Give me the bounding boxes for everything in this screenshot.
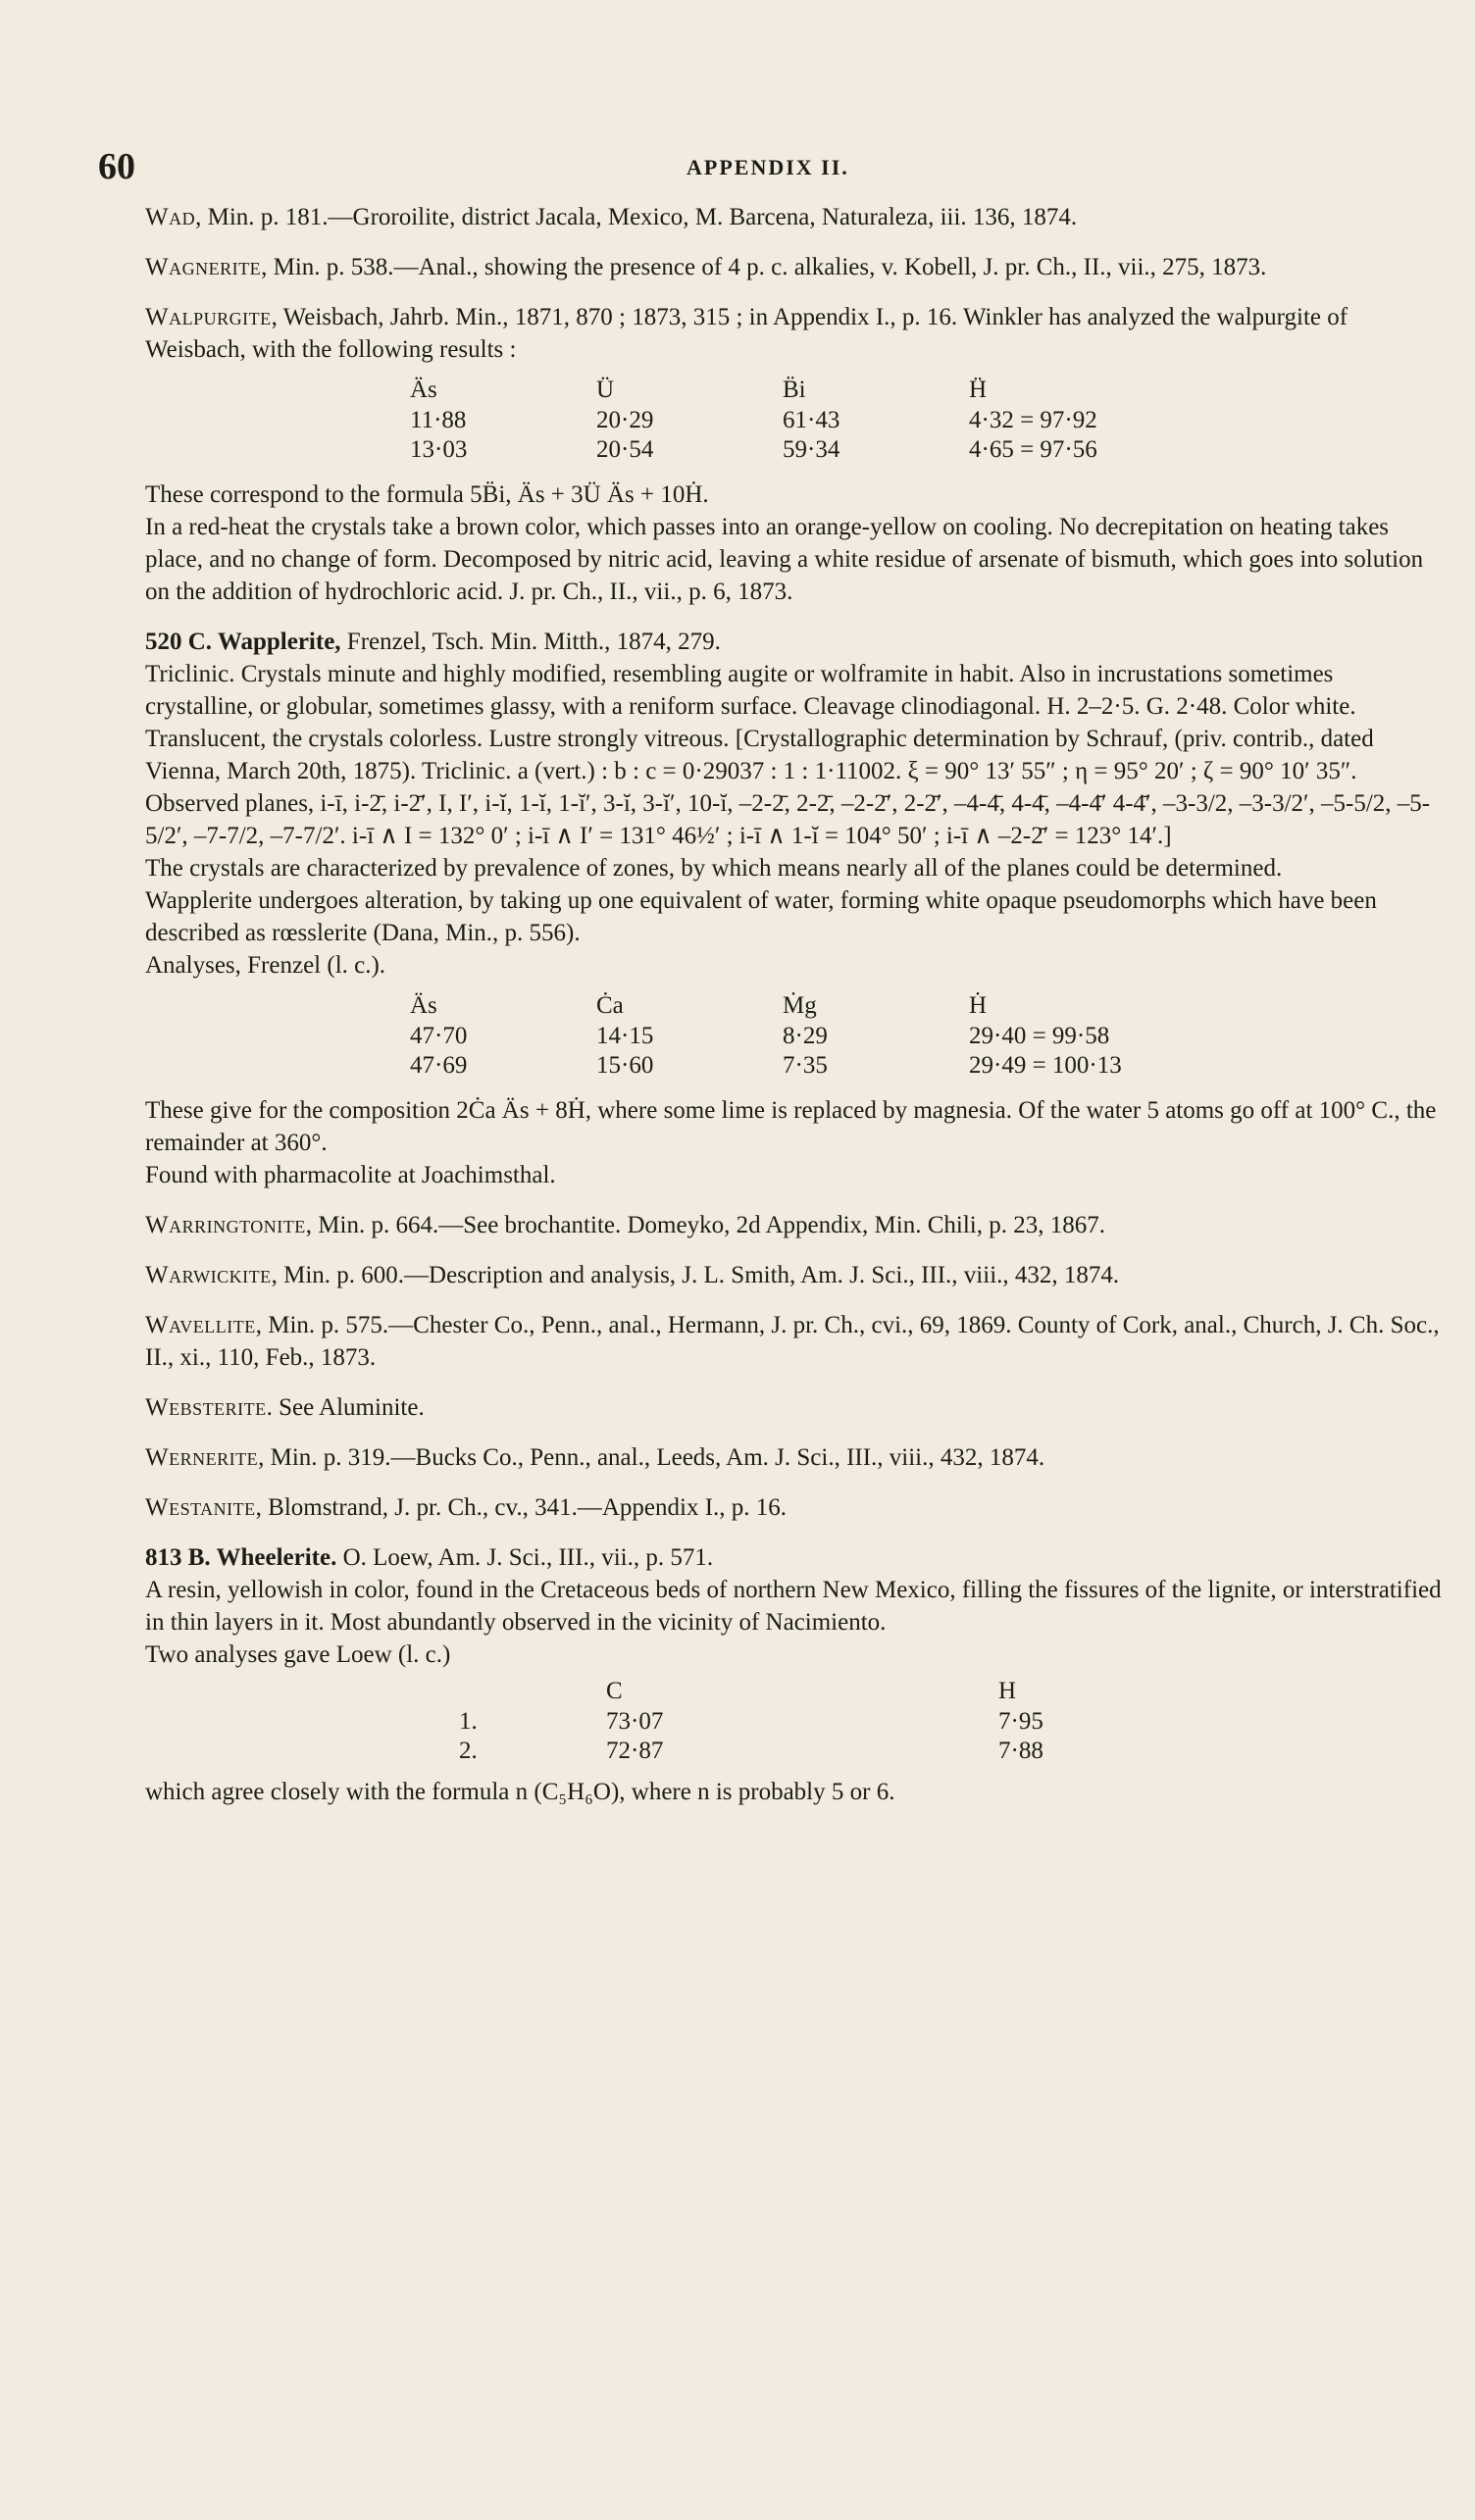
table-cell: 15·60: [596, 1052, 654, 1079]
entry-text: Triclinic. Crystals minute and highly modified, resembling augite or wolframite in habit. Also in incrustations sometimes crystalline, or globular, sometimes glassy, with a reniform surface. Cleavage clinodiagonal. H. 2–2·5. G. 2·48. Color white. Translucent, the crystals colorless. Lustre strongly vitreous. [Crystallographic determination by Schrauf, (priv. contrib., dated Vienna, March 20th, 1875). Triclinic. a (vert.) : b : c = 0·29037 : 1 : 1·11002. ξ = 90° 13′ 55″ ; η = 95° 20′ ; ζ = 90° 10′ 35″. Observed planes, i-ī, i-2̄, i-2̄′, I, I′, i-ĭ, 1-ĭ, 1-ĭ′, 3-ĭ, 3-ĭ′, 10-ĭ, –2-2̄, 2-2̄, –2-2̄′, 2-2̄′, –4-4̄, 4-4̄, –4-4̄′ 4-4̄′, –3-3/2, –3-3/2′, –5-5/2, –5-5/2′, –7-7/2, –7-7/2′. i-ī ∧ I = 132° 0′ ; i-ī ∧ I′ = 131° 46½′ ; i-ī ∧ 1-ĭ = 104° 50′ ; i-ī ∧ –2-2̄′ = 123° 14′.]: [145, 661, 1431, 849]
entry-body: , Min. p. 181.—Groroilite, district Jacala, Mexico, M. Barcena, Naturaleza, iii. 136, 1874.: [195, 204, 1078, 230]
entry-text: [145, 1209, 1448, 1241]
table-cell: 13·03: [410, 436, 468, 463]
table-row: [459, 1707, 1043, 1737]
entry-warringtonite: [145, 1209, 1448, 1241]
entry-text: These give for the composition 2Ċa Ӓs + 8Ḣ, where some lime is replaced by magnesia. Of the water 5 atoms go off at 100° C., the remainder at 360°.: [145, 1097, 1437, 1156]
table-cell: 8·29: [783, 1023, 828, 1049]
table-cell: 4·32 = 97·92: [969, 407, 1097, 433]
entry-text: These correspond to the formula 5B̈i, Ӓs + 3Ü Ӓs + 10Ḣ.: [145, 481, 709, 508]
entry-wernerite: [145, 1441, 1448, 1474]
table-cell: 7·88: [998, 1738, 1043, 1764]
entry-body: , Weisbach, Jahrb. Min., 1871, 870 ; 1873, 315 ; in Appendix I., p. 16. Winkler has analyzed the walpurgite of Weisbach, with the following results :: [145, 304, 1348, 363]
page-header: [98, 145, 1451, 187]
table-header-row: [410, 989, 1204, 1022]
column-header: Ḧ: [969, 377, 988, 403]
entry-walpurgite: [145, 301, 1448, 608]
table-cell: 72·87: [606, 1738, 664, 1764]
walpurgite-analysis-table: [410, 374, 1204, 465]
table-header-row: [410, 374, 1204, 406]
column-header: Ӓs: [410, 377, 437, 403]
mineral-name: Walpurgite: [145, 304, 272, 330]
mineral-name: Wernerite: [145, 1444, 259, 1471]
entry-text: [145, 626, 1448, 658]
entry-text: [145, 251, 1448, 283]
entry-body: , Min. p. 319.—Bucks Co., Penn., anal., Leeds, Am. J. Sci., III., viii., 432, 1874.: [258, 1444, 1045, 1471]
mineral-name: Wavellite: [145, 1312, 256, 1338]
column-header: Ӓs: [410, 992, 437, 1019]
mineral-name: Westanite: [145, 1494, 256, 1521]
page-number: 60: [98, 146, 135, 187]
entry-text: [145, 1309, 1448, 1374]
mineral-name: Warringtonite: [145, 1212, 306, 1238]
page-content: [145, 201, 1448, 1826]
wapplerite-analysis-table: [410, 989, 1204, 1081]
table-cell: 29·40 = 99·58: [969, 1023, 1110, 1049]
table-row: [410, 1022, 1204, 1051]
entry-body: , Min. p. 538.—Anal., showing the presence of 4 p. c. alkalies, v. Kobell, J. pr. Ch., II., vii., 275, 1873.: [261, 254, 1267, 280]
table-cell: 61·43: [783, 407, 840, 433]
entry-text: Two analyses gave Loew (l. c.): [145, 1641, 451, 1668]
entry-text: [145, 1541, 1448, 1574]
entry-body: Frenzel, Tsch. Min. Mitth., 1874, 279.: [340, 629, 721, 655]
table-cell: 47·69: [410, 1052, 468, 1079]
column-header: C: [606, 1678, 623, 1704]
table-row: [459, 1737, 1043, 1766]
entry-wapplerite: [145, 626, 1448, 1191]
entry-body: , Min. p. 600.—Description and analysis, J. L. Smith, Am. J. Sci., III., viii., 432, 1874.: [271, 1262, 1120, 1288]
table-cell: 29·49 = 100·13: [969, 1052, 1122, 1079]
table-cell: 73·07: [606, 1708, 664, 1735]
entry-body: , Min. p. 575.—Chester Co., Penn., anal., Hermann, J. pr. Ch., cvi., 69, 1869. County of Cork, anal., Church, J. Ch. Soc., II., xi., 110, Feb., 1873.: [145, 1312, 1440, 1371]
table-cell: 14·15: [596, 1023, 654, 1049]
table-cell: 7·95: [998, 1708, 1043, 1735]
wheelerite-analysis-table: [459, 1675, 1043, 1766]
entry-text: Wapplerite undergoes alteration, by taking up one equivalent of water, forming white opaque pseudomorphs which have been described as rœsslerite (Dana, Min., p. 556).: [145, 887, 1377, 946]
column-header: Ḣ: [969, 992, 988, 1019]
table-row: [410, 1051, 1204, 1081]
entry-text: In a red-heat the crystals take a brown color, which passes into an orange-yellow on cooling. No decrepitation on heating takes place, and no change of form. Decomposed by nitric acid, leaving a white residue of arsenate of bismuth, which goes into solution on the addition of hydrochloric acid. J. pr. Ch., II., vii., p. 6, 1873.: [145, 514, 1424, 605]
entry-text: Analyses, Frenzel (l. c.).: [145, 952, 386, 979]
entry-text: A resin, yellowish in color, found in the Cretaceous beds of northern New Mexico, filling the fissures of the lignite, or interstratified in thin layers in it. Most abundantly observed in the vicinity of Nacimiento.: [145, 1577, 1442, 1636]
table-row: [410, 435, 1204, 465]
entry-text: [145, 1391, 1448, 1424]
table-cell: 4·65 = 97·56: [969, 436, 1097, 463]
mineral-name: Wad: [145, 204, 196, 230]
entry-text: [145, 1441, 1448, 1474]
entry-text: which agree closely with the formula n (C₅H₆O), where n is probably 5 or 6.: [145, 1779, 895, 1805]
column-header: Ü: [596, 377, 615, 403]
mineral-name: Warwickite: [145, 1262, 272, 1288]
entry-text: [145, 201, 1448, 233]
entry-wavellite: [145, 1309, 1448, 1374]
entry-wheelerite: [145, 1541, 1448, 1808]
column-header: H: [998, 1678, 1017, 1704]
running-head: APPENDIX II.: [687, 155, 849, 179]
entry-text: Found with pharmacolite at Joachimsthal.: [145, 1162, 556, 1188]
table-header-row: [459, 1675, 1043, 1707]
table-cell: 7·35: [783, 1052, 828, 1079]
entry-websterite: [145, 1391, 1448, 1424]
table-cell: 1.: [459, 1708, 478, 1735]
entry-text: [145, 1491, 1448, 1524]
entry-body: , Blomstrand, J. pr. Ch., cv., 341.—Appendix I., p. 16.: [255, 1494, 788, 1521]
entry-westanite: [145, 1491, 1448, 1524]
table-row: [410, 406, 1204, 435]
column-header: B̈i: [783, 377, 806, 403]
mineral-name: Wagnerite: [145, 254, 262, 280]
entry-body: , Min. p. 664.—See brochantite. Domeyko, 2d Appendix, Min. Chili, p. 23, 1867.: [305, 1212, 1105, 1238]
table-cell: 11·88: [410, 407, 467, 433]
entry-wagnerite: [145, 251, 1448, 283]
mineral-name: Websterite: [145, 1394, 267, 1421]
entry-text: The crystals are characterized by prevalence of zones, by which means nearly all of the planes could be determined.: [145, 855, 1283, 882]
entry-body: . See Aluminite.: [266, 1394, 425, 1421]
column-header: Ċa: [596, 992, 624, 1019]
column-header: Ṁg: [783, 992, 817, 1019]
entry-body: O. Loew, Am. J. Sci., III., vii., p. 571.: [336, 1544, 714, 1571]
table-cell: 20·29: [596, 407, 654, 433]
entry-text: [145, 301, 1448, 366]
column-header: [459, 1675, 606, 1707]
entry-heading: 813 B. Wheelerite.: [145, 1544, 337, 1571]
entry-wad: [145, 201, 1448, 233]
table-cell: 47·70: [410, 1023, 468, 1049]
table-cell: 59·34: [783, 436, 840, 463]
entry-warwickite: [145, 1259, 1448, 1291]
table-cell: 20·54: [596, 436, 654, 463]
entry-text: [145, 1259, 1448, 1291]
table-cell: 2.: [459, 1738, 478, 1764]
entry-heading: 520 C. Wapplerite,: [145, 629, 341, 655]
